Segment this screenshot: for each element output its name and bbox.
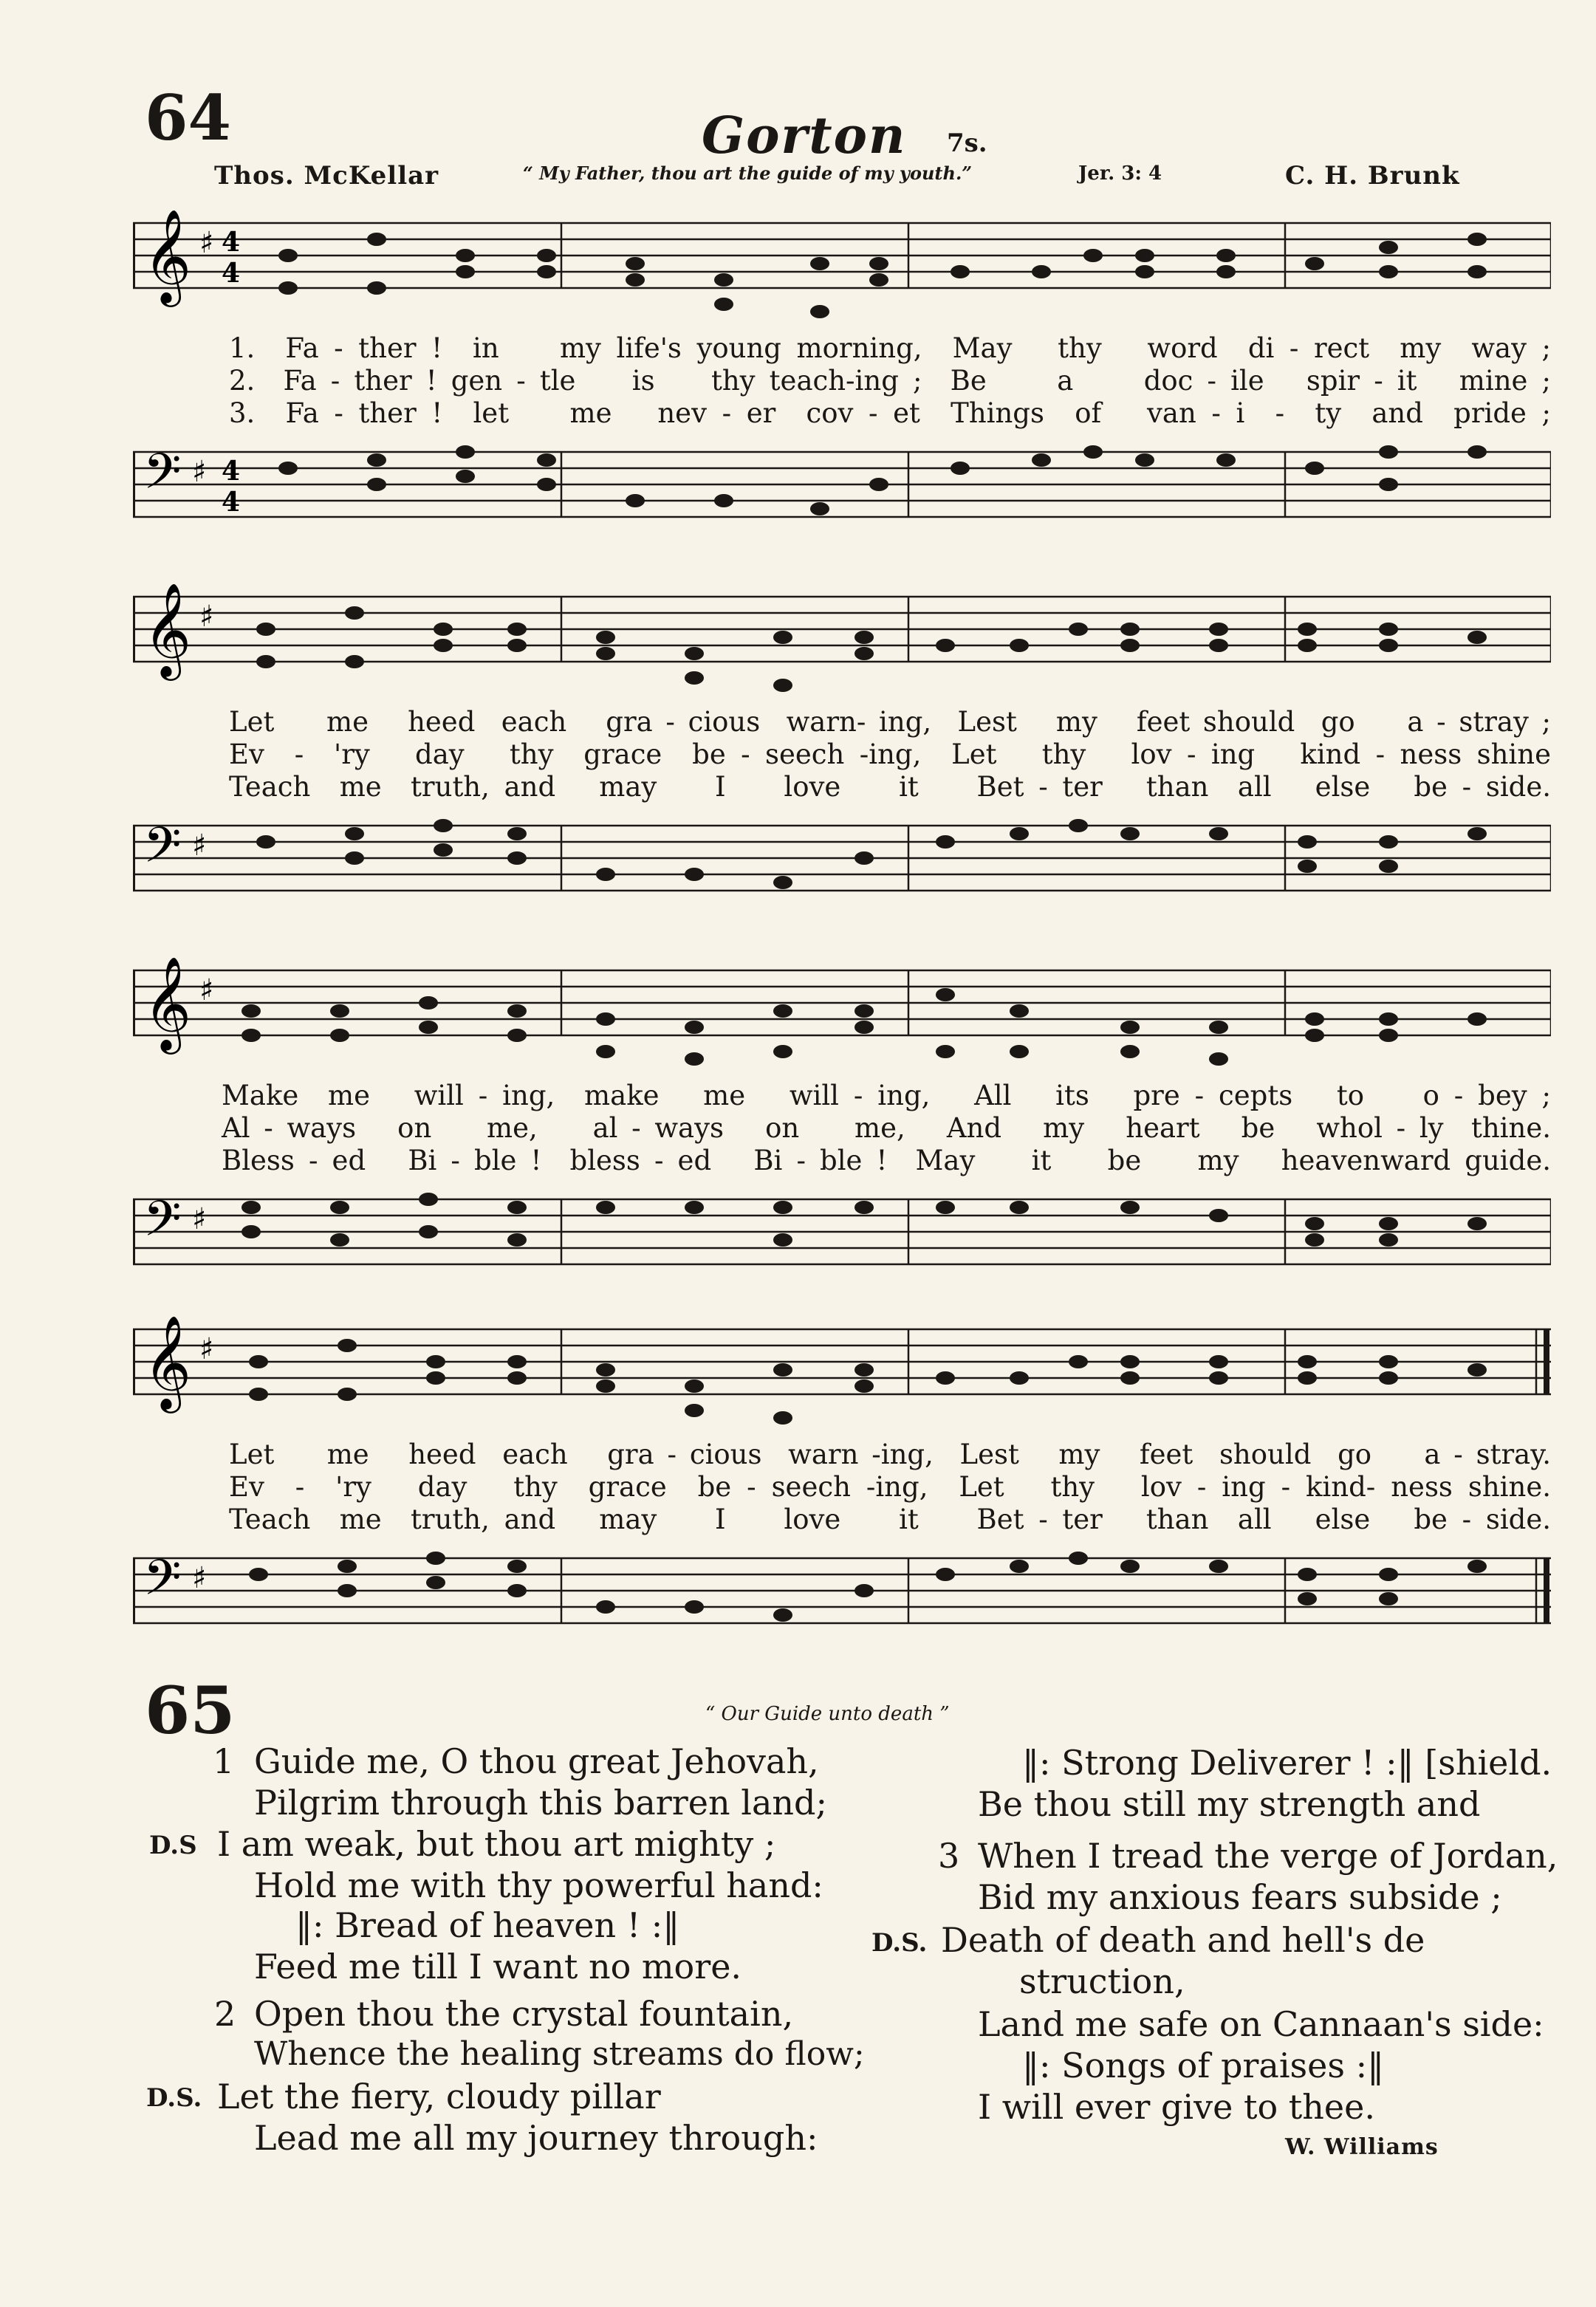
verse-number: 2 bbox=[214, 1994, 236, 2034]
verse-line: Whence the healing streams do flow; bbox=[254, 2035, 865, 2073]
bass-staff bbox=[133, 430, 1551, 570]
svg-text:♯: ♯ bbox=[199, 1331, 214, 1366]
verse-line: struction, bbox=[1019, 1961, 1185, 2001]
ds-mark: D.S bbox=[149, 1831, 197, 1860]
lyric-line: 1. Fa - ther ! in my life's young morning, May thy word di - rect my way ; bbox=[229, 332, 1551, 364]
hymn-number-65: 65 bbox=[145, 1672, 236, 1749]
verse-line: Bid my anxious fears subside ; bbox=[978, 1877, 1502, 1917]
verse-line: Let the fiery, cloudy pillar bbox=[217, 2077, 661, 2116]
bass-staff bbox=[133, 803, 1551, 944]
lyric-line: Bless - ed Bi - ble ! bless - ed Bi - ble ! May it be my heavenward guide. bbox=[222, 1145, 1551, 1176]
lyric-line: Make me will - ing, make me will - ing, All its pre - cepts to o - bey ; bbox=[222, 1080, 1551, 1111]
treble-staff bbox=[133, 201, 1551, 349]
lyric-line: 2. Fa - ther ! gen - tle is thy teach-ing ; Be a doc - ile spir - it mine ; bbox=[229, 365, 1551, 397]
svg-text:4: 4 bbox=[222, 487, 241, 518]
lyric-line: Let me heed each gra - cious warn- ing, Lest my feet should go a - stray ; bbox=[229, 706, 1551, 738]
treble-staff bbox=[133, 1307, 1551, 1455]
verse-line: I am weak, but thou art mighty ; bbox=[217, 1824, 776, 1864]
lyric-line: Al - ways on me, al - ways on me, And my heart be whol - ly thine. bbox=[222, 1112, 1551, 1144]
svg-text:4: 4 bbox=[222, 456, 241, 487]
svg-text:𝄞: 𝄞 bbox=[143, 582, 192, 676]
verse-line: Land me safe on Cannaan's side: bbox=[978, 2004, 1544, 2044]
verse-number: 3 bbox=[938, 1836, 960, 1876]
verse-line: Guide me, O thou great Jehovah, bbox=[254, 1741, 819, 1781]
lyric-line: Ev - 'ry day thy grace be - seech -ing, Let thy lov - ing kind - ness shine bbox=[229, 738, 1551, 770]
svg-text:♯: ♯ bbox=[192, 1202, 207, 1236]
svg-text:♯: ♯ bbox=[199, 225, 214, 260]
music-system-2 bbox=[133, 575, 1551, 944]
svg-text:4: 4 bbox=[222, 227, 241, 258]
svg-text:𝄢: 𝄢 bbox=[143, 1190, 182, 1259]
treble-staff bbox=[133, 948, 1551, 1096]
verse-line: ‖: Songs of praises :‖ bbox=[1022, 2046, 1385, 2085]
lyric-line: 3. Fa - ther ! let me nev - er cov - et Things of van - i - ty and pride ; bbox=[229, 397, 1551, 429]
verse-line: Hold me with thy powerful hand: bbox=[254, 1865, 823, 1905]
lyric-line: Teach me truth, and may I love it Bet - ter than all else be - side. bbox=[229, 1504, 1551, 1535]
svg-text:𝄢: 𝄢 bbox=[143, 1549, 182, 1618]
verse-line: Lead me all my journey through: bbox=[254, 2118, 818, 2158]
svg-text:𝄞: 𝄞 bbox=[143, 208, 192, 303]
ds-mark: D.S. bbox=[871, 1928, 928, 1958]
svg-text:𝄞: 𝄞 bbox=[143, 1314, 192, 1409]
hymn-epigraph: “ My Father, thou art the guide of my youth.” bbox=[523, 162, 973, 184]
svg-text:♯: ♯ bbox=[192, 1560, 207, 1595]
hymn-title: Gorton bbox=[702, 106, 907, 165]
bass-staff bbox=[133, 1177, 1551, 1317]
hymn-number: 64 bbox=[145, 81, 231, 154]
svg-text:♯: ♯ bbox=[199, 973, 214, 1007]
ds-mark: D.S. bbox=[146, 2083, 202, 2113]
lyric-line: Teach me truth, and may I love it Bet - ter than all else be - side. bbox=[229, 771, 1551, 803]
verse-line: Pilgrim through this barren land; bbox=[254, 1783, 827, 1823]
verse-line: Open thou the crystal fountain, bbox=[254, 1994, 794, 2034]
verse-number: 1 bbox=[213, 1741, 235, 1781]
svg-text:4: 4 bbox=[222, 258, 241, 289]
bass-staff bbox=[133, 1536, 1551, 1676]
svg-text:𝄢: 𝄢 bbox=[143, 443, 182, 512]
composer-credit: C. H. Brunk bbox=[1285, 161, 1460, 191]
hymn-65-epigraph: “ Our Guide unto death ” bbox=[705, 1703, 950, 1725]
verse-line: ‖: Bread of heaven ! :‖ bbox=[295, 1905, 680, 1945]
verse-line: When I tread the verge of Jordan, bbox=[978, 1836, 1558, 1876]
hymn-meter: 7s. bbox=[947, 128, 987, 158]
music-system-3 bbox=[133, 948, 1551, 1317]
verse-line: ‖: Strong Deliverer ! :‖ [shield. bbox=[1022, 1743, 1552, 1783]
svg-text:𝄢: 𝄢 bbox=[143, 817, 182, 885]
svg-text:𝄞: 𝄞 bbox=[143, 956, 192, 1050]
svg-text:♯: ♯ bbox=[192, 828, 207, 863]
music-system-4 bbox=[133, 1307, 1551, 1676]
svg-text:♯: ♯ bbox=[199, 599, 214, 634]
verse-line: I will ever give to thee. bbox=[978, 2087, 1375, 2127]
treble-staff bbox=[133, 575, 1551, 722]
lyricist-credit: Thos. McKellar bbox=[214, 161, 439, 191]
verse-line: Feed me till I want no more. bbox=[254, 1947, 742, 1987]
verse-line: Death of death and hell's de bbox=[941, 1920, 1425, 1960]
music-system-1 bbox=[133, 201, 1551, 570]
lyric-line: Let me heed each gra - cious warn -ing, Lest my feet should go a - stray. bbox=[229, 1439, 1551, 1470]
author-credit: W. Williams bbox=[1285, 2134, 1439, 2160]
verse-line: Be thou still my strength and bbox=[978, 1784, 1481, 1824]
lyric-line: Ev - 'ry day thy grace be - seech -ing, Let thy lov - ing - kind- ness shine. bbox=[229, 1471, 1551, 1503]
svg-text:♯: ♯ bbox=[192, 454, 207, 489]
scripture-reference: Jer. 3: 4 bbox=[1078, 162, 1162, 185]
